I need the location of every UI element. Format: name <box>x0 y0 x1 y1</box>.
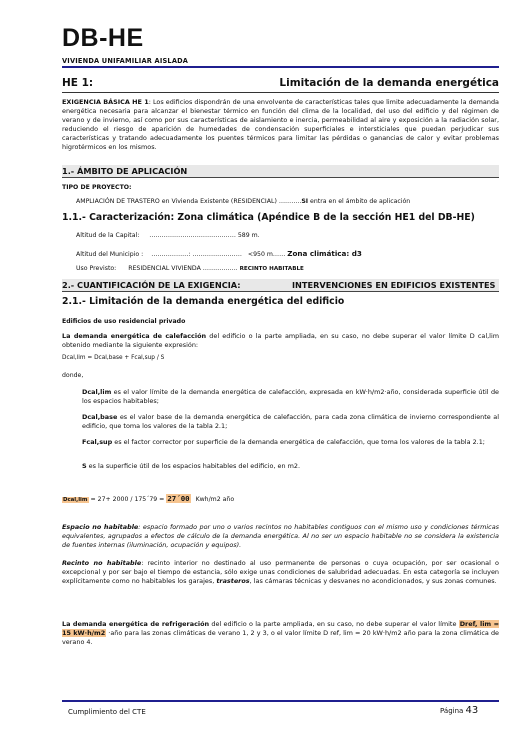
calc-line <box>62 494 234 503</box>
exigencia-paragraph <box>62 98 499 153</box>
tipo-proyecto-tail: entra en el ámbito de aplicación <box>308 198 411 205</box>
altitud-municipio-value: <950 m…… <box>247 251 286 258</box>
he1-heading <box>62 77 499 93</box>
def-dcal-base-text: es el valor base de la demanda energética de calefacción, para cada zona climática de invierno correspondiente al edificio, que toma los valores de la tabla 2.1; <box>82 413 499 431</box>
uso-previsto-row <box>76 265 304 272</box>
uso-previsto-label: Uso Previsto: <box>76 265 117 272</box>
altitud-municipio-row <box>76 249 362 258</box>
tipo-proyecto-value: AMPLIACIÓN DE TRASTERO en Vivienda Existente (RESIDENCIAL) ……….. <box>76 198 302 205</box>
footer-page-number: 43 <box>465 705 479 716</box>
donde-label: donde, <box>62 372 84 379</box>
altitud-capital-row <box>76 232 260 239</box>
tipo-proyecto-result: SI <box>301 198 309 205</box>
def-dcal-lim <box>82 388 499 406</box>
exigencia-text: : Los edificios dispondrán de una envolvente de características tales que limite adecuadamente la demanda energética necesaria para alcanzar el bienestar térmico en función del clima de la localidad, del uso del edificio y del régimen de verano y de invierno, así como por sus características de aislamiento e inercia, permeabilidad al aire y exposición a la radiación solar, reduciendo el riesgo de aparición de humedades de condensación superficiales e intersticiales que puedan perjudicar sus características y tratando adecuadamente los puentes térmicos para limitar las pérdidas o ganancias de calor y evitar problemas higrotérmicos en los mismos. <box>62 98 499 152</box>
altitud-capital-label: Altitud de la Capital: <box>76 232 140 239</box>
section-cuantificacion-left: 2.- CUANTIFICACIÓN DE LA EXIGENCIA: <box>62 280 241 290</box>
refrigeracion-highlight: Dref, lim = 15 kW·h/m2 <box>62 620 499 638</box>
calc-result: 27´00 <box>167 494 190 503</box>
def-s <box>82 462 499 471</box>
calc-text: = 27+ 2000 / 175´79 = <box>88 496 167 503</box>
def-recinto-italic: trasteros <box>216 577 250 586</box>
def-fcal-sup <box>82 438 499 447</box>
def-dcal-lim-lead: Dcal,lim <box>82 388 112 396</box>
def-recinto-text2: , las cámaras técnicas y desvanes no acondicionados, y sus zonas comunes. <box>249 577 497 586</box>
def-s-text: es la superficie útil de los espacios habitables del edificio, en m2. <box>86 462 301 470</box>
section-zona-climatica-title: 1.1.- Caracterización: Zona climática (Apéndice B de la sección HE1 del DB-HE) <box>62 212 475 223</box>
zona-climatica-label: Zona climática: d3 <box>287 249 362 258</box>
uso-previsto-result: RECINTO HABITABLE <box>239 266 304 272</box>
tipo-proyecto-line <box>76 198 410 205</box>
refrigeracion-lead: La demanda energética de refrigeración <box>62 620 210 628</box>
calefaccion-lead: La demanda energética de calefacción <box>62 332 207 340</box>
def-recinto-text1: : recinto interior no destinado al uso permanente de personas o cuya ocupación, por ser ocasional o excepcional y por ser bajo el tiempo de estancia, sólo exige unas condiciones de salubridad adecuadas. En esta categoría se incluyen explícitamente como no habitables los garajes, <box>62 559 499 586</box>
tipo-proyecto-label: TIPO DE PROYECTO: <box>62 184 132 191</box>
calc-lead: Dcal,lim <box>63 497 88 503</box>
uso-previsto-value: RESIDENCIAL VIVIENDA …………….. <box>128 265 238 272</box>
section-limitacion-subtitle: Edificios de uso residencial privado <box>62 318 186 325</box>
footer-page <box>440 705 478 716</box>
footer-left: Cumplimiento del CTE <box>68 708 146 716</box>
def-dcal-base <box>82 413 499 431</box>
def-dcal-lim-text: es el valor límite de la demanda energética de calefacción, expresada en kW·h/m2·año, considerada superficie útil de los espacios habitables; <box>82 388 499 406</box>
header-rule <box>62 66 499 68</box>
he1-title: Limitación de la demanda energética <box>279 77 499 89</box>
document-subtitle: VIVIENDA UNIFAMILIAR AISLADA <box>62 57 189 65</box>
calc-unit: Kwh/m2 año <box>195 496 235 503</box>
calefaccion-text: del edificio o la parte ampliada, en su caso, no debe superar el valor límite D cal,lim obtenido mediante la siguiente expresión: <box>62 332 499 350</box>
footer-page-label: Página <box>440 707 464 715</box>
footer-rule <box>62 700 499 702</box>
calefaccion-paragraph <box>62 332 499 350</box>
altitud-municipio-dots: ………………: …………………… <box>151 251 242 258</box>
refrigeracion-paragraph <box>62 620 499 647</box>
section-ambito <box>62 165 499 178</box>
def-fcal-sup-text: es el factor corrector por superficie de la demanda energética de calefacción, que toma los valores de la tabla 2.1; <box>112 438 485 446</box>
section-ambito-title: 1.- ÁMBITO DE APLICACIÓN <box>62 166 188 176</box>
altitud-capital-value: 589 m. <box>237 232 260 239</box>
refrigeracion-text2: ·año para las zonas climáticas de verano 1, 2 y 3, o el valor límite D ref, lim = 20 kW·h/m2 año para la zona climática de verano 4. <box>62 629 499 647</box>
altitud-municipio-label: Altitud del Municipio : <box>76 251 144 258</box>
def-espacio-no-habitable <box>62 523 499 550</box>
def-dcal-base-lead: Dcal,base <box>82 413 118 421</box>
refrigeracion-text1: del edificio o la parte ampliada, en su caso, no debe superar el valor límite <box>209 620 459 628</box>
def-recinto-lead: Recinto no habitable <box>62 559 142 567</box>
section-cuantificacion <box>62 279 499 292</box>
document-title: DB-HE <box>62 24 144 52</box>
def-fcal-sup-lead: Fcal,sup <box>82 438 113 446</box>
def-espacio-text: : espacio formado por uno o varios recintos no habitables contiguos con el mismo uso y condiciones térmicas equivalentes, agrupados a efectos de cálculo de la demanda energética. Al no ser un espacio habitable no se considera la existencia de fuentes internas (iluminación, ocupación y equipos). <box>62 523 499 550</box>
section-limitacion-title: 2.1.- Limitación de la demanda energética del edificio <box>62 296 345 307</box>
def-s-lead: S <box>82 462 87 470</box>
altitud-capital-dots: …………………………………… <box>149 232 236 239</box>
exigencia-lead: EXIGENCIA BÁSICA HE 1 <box>62 98 149 106</box>
he1-label: HE 1: <box>62 77 94 89</box>
formula: Dcal,lim = Dcal,base + Fcal,sup / S <box>62 355 165 361</box>
def-espacio-lead: Espacio no habitable <box>62 523 139 531</box>
def-recinto-no-habitable <box>62 559 499 586</box>
section-cuantificacion-right: INTERVENCIONES EN EDIFICIOS EXISTENTES <box>292 280 496 290</box>
